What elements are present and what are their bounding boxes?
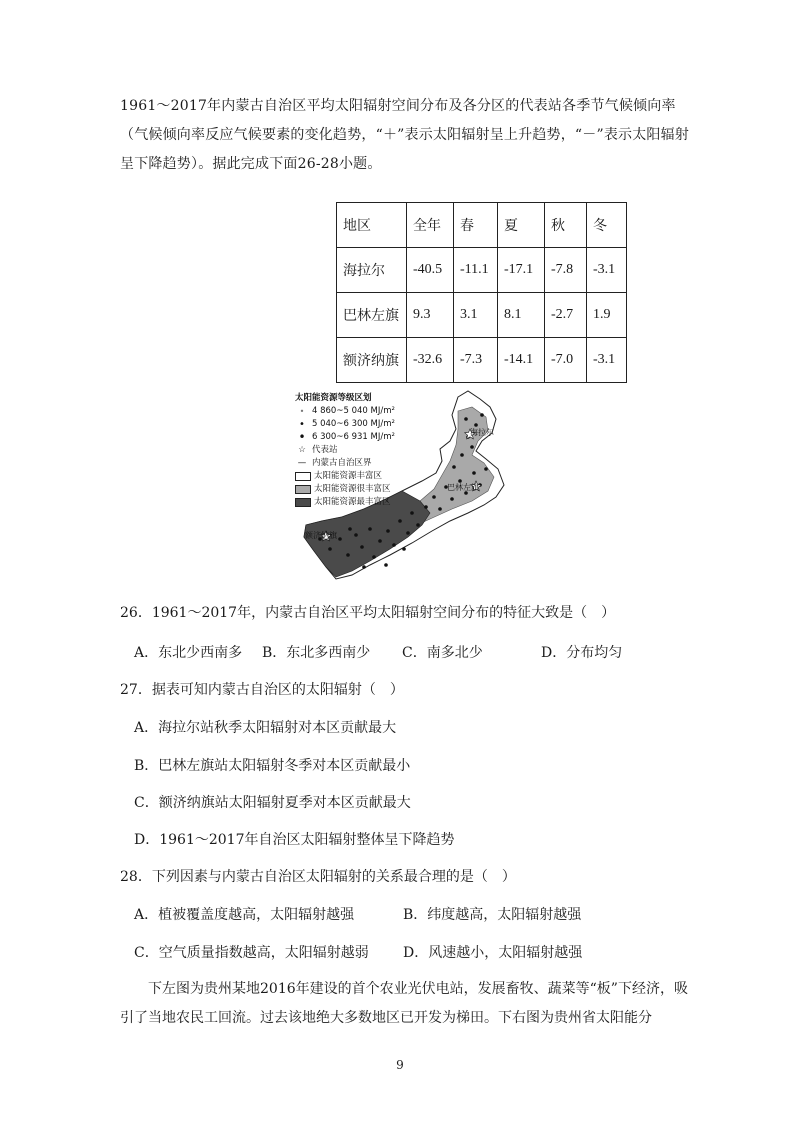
table-cell: -7.3: [454, 338, 498, 383]
table-cell: -3.1: [587, 248, 627, 293]
table-cell: -2.7: [545, 293, 587, 338]
boundary-line-icon: —: [297, 458, 307, 468]
table-row: [337, 248, 627, 293]
question-26-option-b[interactable]: B．东北多西南少: [262, 645, 371, 661]
station-label-hailar: 海拉尔: [470, 428, 494, 437]
table-header-cell: 秋: [545, 203, 587, 248]
table-cell: 巴林左旗: [337, 293, 407, 338]
table-cell: 8.1: [498, 293, 545, 338]
zone-swatch-very-rich: [295, 485, 311, 494]
station-label-balinzuoqi: 巴林左旗: [447, 483, 479, 492]
passage-paragraph: 下左图为贵州某地2016年建设的首个农业光伏电站，发展畜牧、蔬菜等“板”下经济，吸引了当地农民工回流。过去该地绝大多数地区已开发为梯田。下右图为贵州省太阳能分: [120, 981, 688, 1026]
table-cell: 1.9: [587, 293, 627, 338]
zone-swatch-rich: [295, 472, 311, 481]
question-26-option-d[interactable]: D．分布均匀: [541, 645, 623, 661]
table-cell: -7.8: [545, 248, 587, 293]
question-28-option-c[interactable]: C．空气质量指数越高，太阳辐射越弱: [134, 945, 369, 961]
legend-label: 内蒙古自治区界: [312, 458, 372, 468]
legend-label: 太阳能资源最丰富区: [314, 497, 391, 507]
table-cell: -7.0: [545, 338, 587, 383]
table-header-cell: 夏: [498, 203, 545, 248]
table-cell: -3.1: [587, 338, 627, 383]
question-27-option-a[interactable]: A．海拉尔站秋季太阳辐射对本区贡献最大: [134, 720, 397, 736]
table-row: [337, 338, 627, 383]
table-header-cell: 地区: [337, 203, 407, 248]
question-26-option-c[interactable]: C．南多北少: [402, 645, 483, 661]
table-header-cell: 冬: [587, 203, 627, 248]
question-27-option-c[interactable]: C．额济纳旗站太阳辐射夏季对本区贡献最大: [134, 795, 411, 811]
legend-label: 代表站: [312, 445, 338, 455]
question-28-option-d[interactable]: D．风速越小，太阳辐射越强: [403, 945, 583, 961]
question-28-option-a[interactable]: A．植被覆盖度越高，太阳辐射越强: [134, 907, 355, 923]
station-label-ejina: 额济纳旗: [305, 531, 337, 540]
table-row: [337, 293, 627, 338]
radiation-trend-table: [336, 202, 627, 383]
table-cell: -17.1: [498, 248, 545, 293]
question-27-stem: 27．据表可知内蒙古自治区的太阳辐射（ ）: [120, 682, 404, 698]
table-header-cell: 全年: [407, 203, 454, 248]
table-cell: -32.6: [407, 338, 454, 383]
table-cell: -11.1: [454, 248, 498, 293]
star-icon: ☆: [298, 445, 306, 455]
table-cell: 9.3: [407, 293, 454, 338]
legend-label: 5 040~6 300 MJ/m²: [312, 419, 395, 429]
table-header-cell: 春: [454, 203, 498, 248]
table-header-row: [337, 203, 627, 248]
table-cell: 3.1: [454, 293, 498, 338]
question-26-stem: 26．1961～2017年，内蒙古自治区平均太阳辐射空间分布的特征大致是（ ）: [120, 605, 616, 621]
legend-label: 4 860~5 040 MJ/m²: [312, 406, 395, 416]
question-27-option-d[interactable]: D．1961～2017年自治区太阳辐射整体呈下降趋势: [134, 832, 455, 848]
legend-item: [295, 444, 395, 457]
question-27-option-b[interactable]: B．巴林左旗站太阳辐射冬季对本区贡献最小: [134, 758, 411, 774]
legend-item: [295, 470, 395, 483]
page-number: 9: [396, 1058, 404, 1072]
dot-small-icon: •: [299, 407, 305, 416]
legend-label: 太阳能资源很丰富区: [314, 484, 391, 494]
legend-item: [295, 483, 395, 496]
table-cell: 额济纳旗: [337, 338, 407, 383]
dot-large-icon: •: [298, 430, 306, 444]
legend-item: [295, 405, 395, 418]
zone-swatch-most-rich: [295, 498, 311, 507]
table-cell: 海拉尔: [337, 248, 407, 293]
intro-paragraph: 1961～2017年内蒙古自治区平均太阳辐射空间分布及各分区的代表站各季节气候倾向率（气候倾向率反应气候要素的变化趋势，“＋”表示太阳辐射呈上升趋势，“－”表示太阳辐射呈下降趋势）。据此完成下面26-28小题。: [120, 98, 690, 172]
legend-item: [295, 431, 395, 444]
legend-item: [295, 457, 395, 470]
dot-medium-icon: •: [299, 419, 305, 430]
legend-label: 太阳能资源丰富区: [314, 471, 383, 481]
question-28-stem: 28．下列因素与内蒙古自治区太阳辐射的关系最合理的是（ ）: [120, 869, 516, 885]
map-legend: [295, 392, 395, 509]
table-cell: -40.5: [407, 248, 454, 293]
question-28-option-b[interactable]: B．纬度越高，太阳辐射越强: [403, 907, 582, 923]
table-cell: -14.1: [498, 338, 545, 383]
question-26-option-a[interactable]: A．东北少西南多: [134, 645, 243, 661]
legend-label: 6 300~6 931 MJ/m²: [312, 432, 395, 442]
legend-item: [295, 418, 395, 431]
legend-title: 太阳能资源等级区划: [295, 393, 372, 403]
legend-item: [295, 496, 395, 509]
